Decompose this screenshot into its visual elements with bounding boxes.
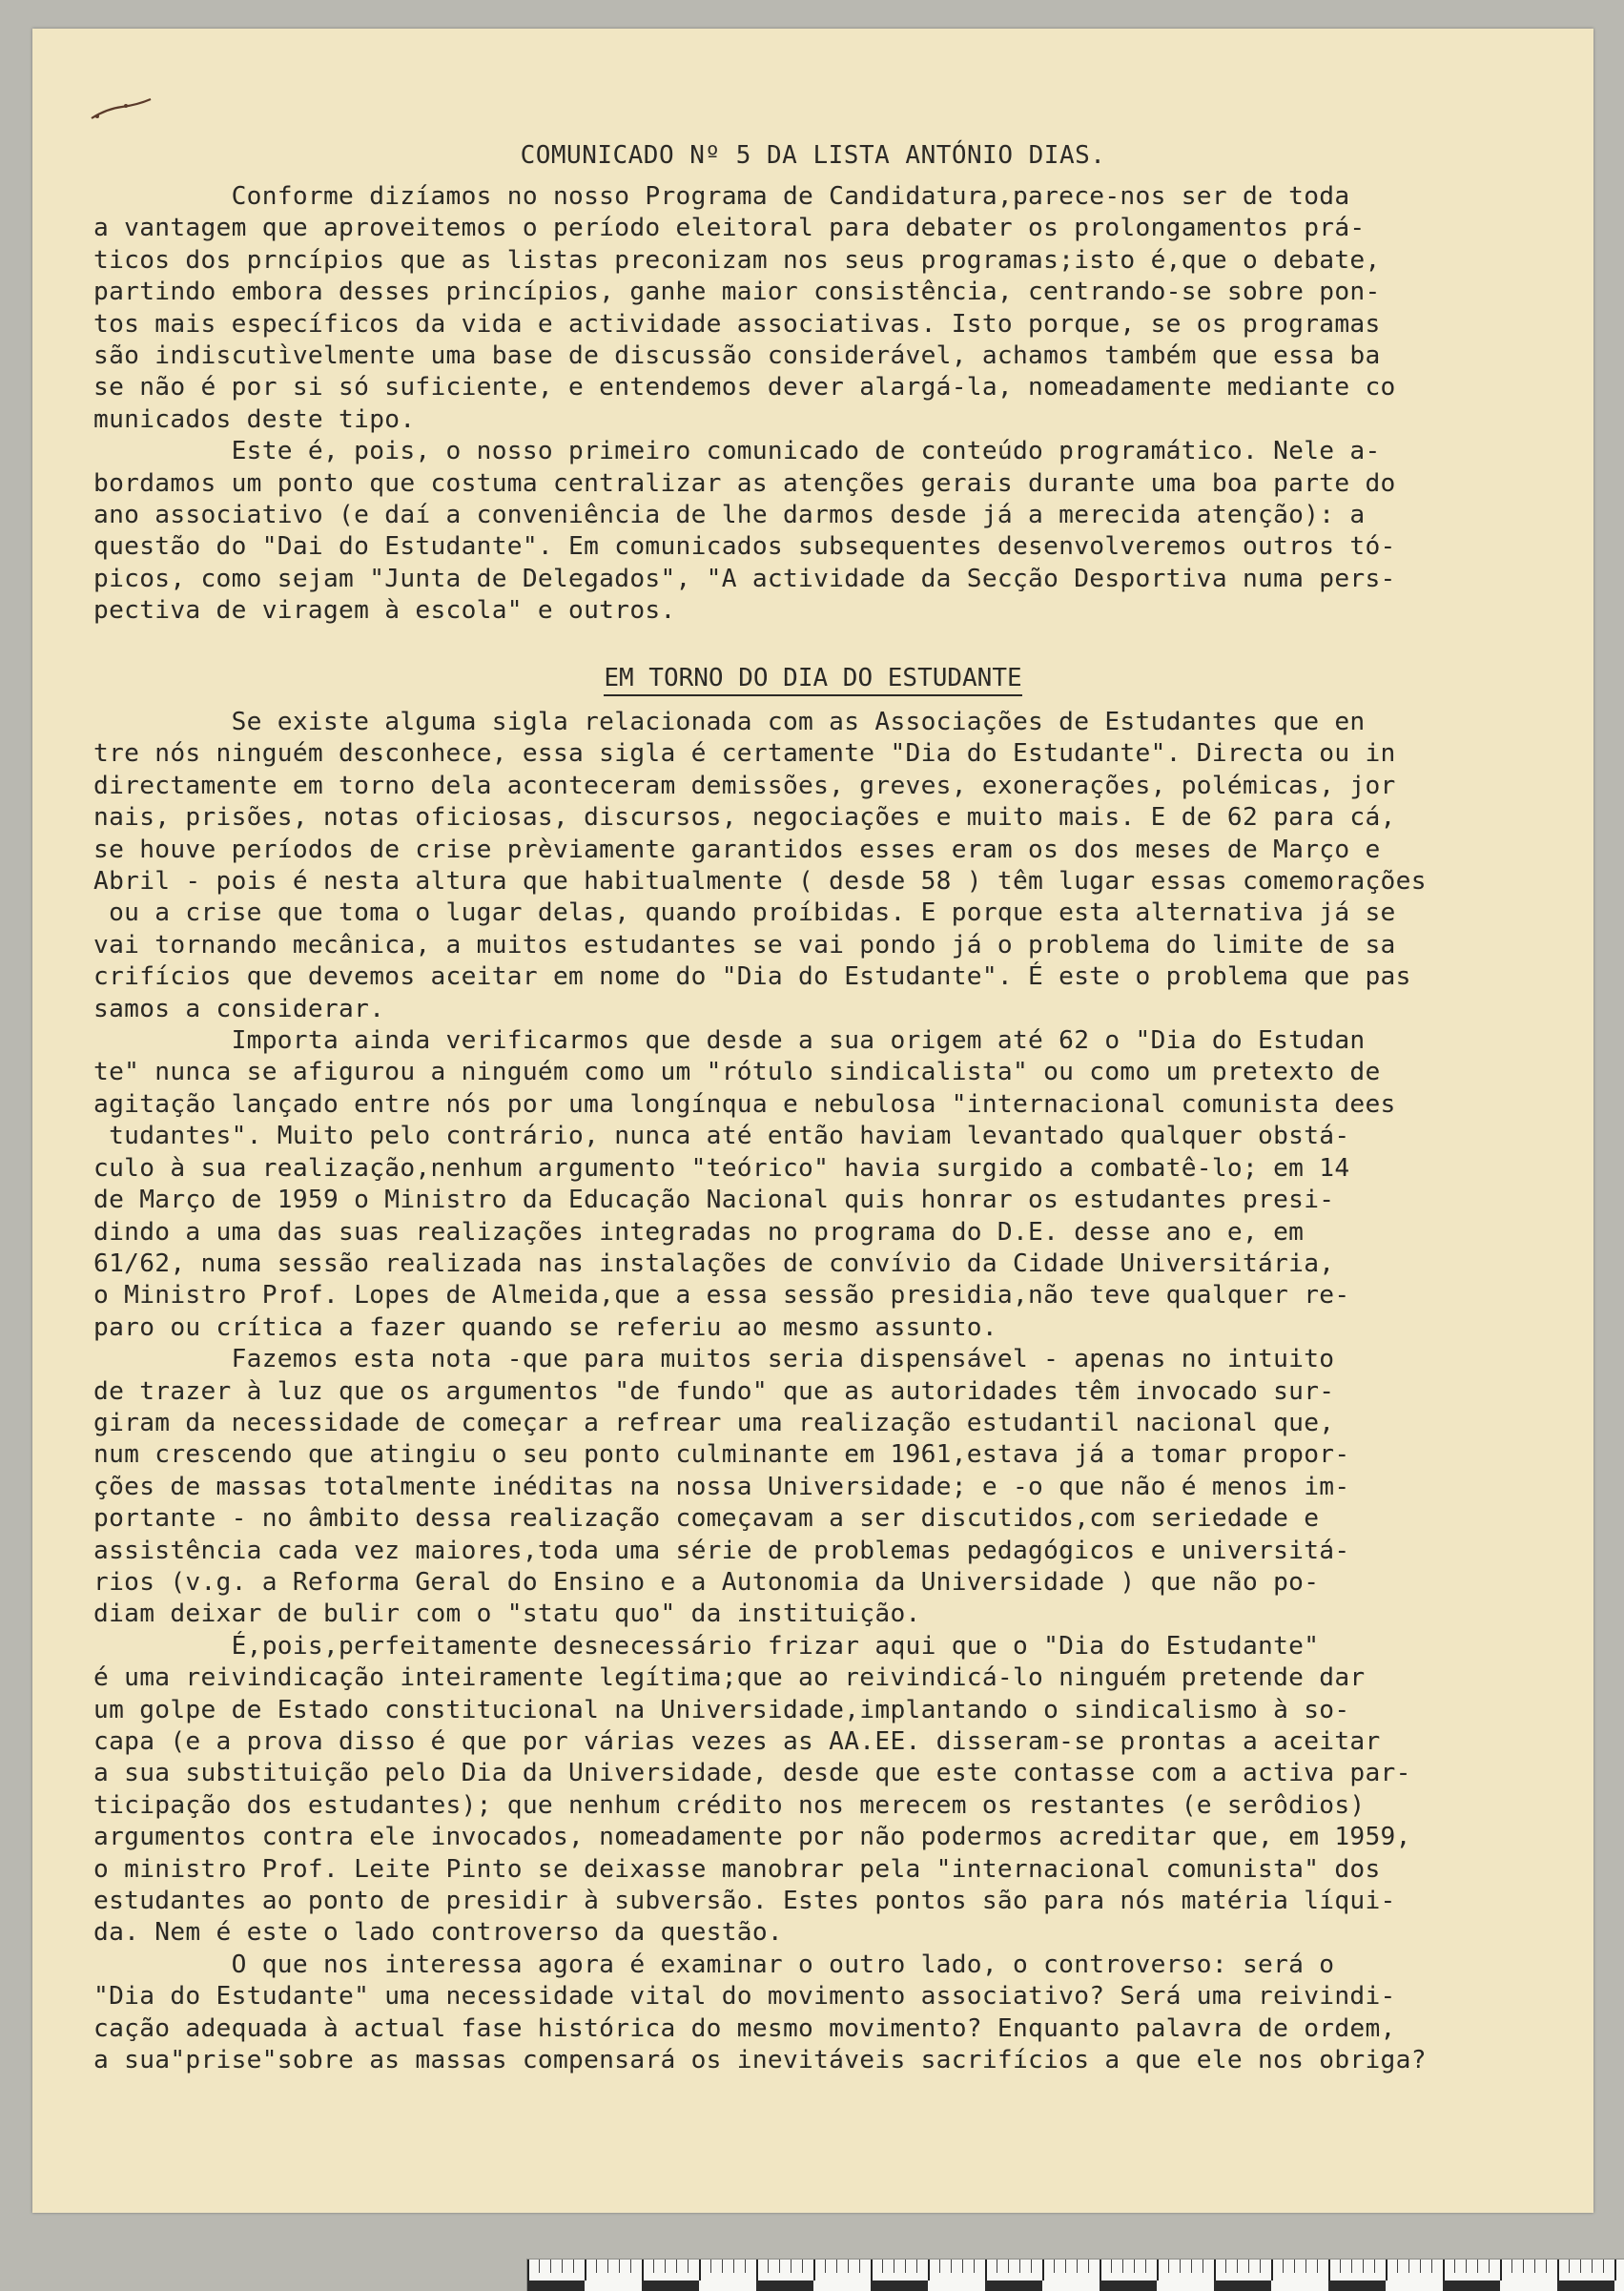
body-paragraphs: Se existe alguma sigla relacionada com as Associações de Estudantes que en tre nós ninguém desconhece, essa sigla é certamente "Dia do Estudante". Directa ou in directamente em torno dela aconteceram demissões, greves, exonerações, polémicas, jor nais, prisões, notas oficiosas, discursos, negociações e muito mais. E de 62 para cá, se houve períodos de crise prèviamente garantidos esses eram os dos meses de Março e Abril - pois é nesta altura que habitualmente ( desde 58 ) têm lugar essas comemorações ou a crise que toma o lugar delas, quando proíbidas. E porque esta alternativa já se vai tornando mecânica, a muitos estudantes se vai pondo já o problema do limite de sa crifícios que devemos aceitar em nome do "Dia do Estudante". É este o problema que pas samos a considerar. Importa ainda verificarmos que desde a sua origem até 62 o "Dia do Estudan te" nunca se afigurou a ninguém como um "rótulo sindicalista" ou como um pretexto de agitação lançado entre nós por uma longínqua e nebulosa "internacional comunista dees tudantes". Muito pelo contrário, nunca até então haviam levantado qualquer obstá- culo à sua realização,nenhum argumento "teórico" havia surgido a combatê-lo; em 14 de Março de 1959 o Ministro da Educação Nacional quis honrar os estudantes presi- dindo a uma das suas realizações integradas no programa do D.E. desse ano e, em 61/62, numa sessão realizada nas instalações de convívio da Cidade Universitária, o Ministro Prof. Lopes de Almeida,que a essa sessão presidia,não teve qualquer re- paro ou crítica a fazer quando se referiu ao mesmo assunto. Fazemos esta nota -que para muitos seria dispensável - apenas no intuito de trazer à luz que os argumentos "de fundo" que as autoridades têm invocado sur- giram da necessidade de começar a refrear uma realização estudantil nacional que, num crescendo que atingiu o seu ponto culminante em 1961,estava já a tomar propor- ções de massas totalmente inéditas na nossa Universidade; e -o que não é menos im- portante - no âmbito dessa realização começavam a ser discutidos,com seriedade e assistência cada vez maiores,toda uma série de problemas pedagógicos e universitá- rios (v.g. a Reforma Geral do Ensino e a Autonomia da Universidade ) que não po- diam deixar de bulir com o "statu quo" da instituição. É,pois,perfeitamente desnecessário frizar aqui que o "Dia do Estudante" é uma reivindicação inteiramente legítima;que ao reivindicá-lo ninguém pretende dar um golpe de Estado constitucional na Universidade,implantando o sindicalismo à so- capa (e a prova disso é que por várias vezes as AA.EE. disseram-se prontas a aceitar a sua substituição pelo Dia da Universidade, desde que este contasse com a activa par- ticipação dos estudantes); que nenhum crédito nos merecem os restantes (e serôdios) argumentos contra ele invocados, nomeadamente por não podermos acreditar que, em 1959, o ministro Prof. Leite Pinto se deixasse manobrar pela "internacional comunista" dos estudantes ao ponto de presidir à subversão. Estes pontos são para nós matéria líqui- da. Nem é este o lado controverso da questão. O que nos interessa agora é examinar o outro lado, o controverso: será o "Dia do Estudante" uma necessidade vital do movimento associativo? Será uma reivindi- cação adequada à actual fase histórica do mesmo movimento? Enquanto palavra de ordem, a sua"prise"sobre as massas compensará os inevitáveis sacrifícios a que ele nos obriga? (93, 708, 1427, 2075)
intro-paragraphs: Conforme dizíamos no nosso Programa de Candidatura,parece-nos ser de toda a vantagem que aproveitemos o período eleitoral para debater os prolongamentos prá- ticos dos prncípios que as listas preconizam nos seus programas;isto é,que o debate, partindo embora desses princípios, ganhe maior consistência, centrando-se sobre pon- tos mais específicos da vida e actividade associativas. Isto porque, se os programas são indiscutìvelmente uma base de discussão considerável, achamos também que essa ba se não é por si só suficiente, e entendemos dever alargá-la, nomeadamente mediante co municados deste tipo. Este é, pois, o nosso primeiro comunicado de conteúdo programático. Nele a- bordamos um ponto que costuma centralizar as atenções gerais durante uma boa parte do ano associativo (e daí a conveniência de lhe darmos desde já a merecida atenção): a questão do "Dai do Estudante". Em comunicados subsequentes desenvolveremos outros tó- picos, como sejam "Junta de Delegados", "A actividade da Secção Desportiva numa pers- pectiva de viragem à escola" e outros. (93, 182, 1396, 626)
pen-stroke-mark (88, 95, 154, 124)
section-heading-text: EM TORNO DO DIA DO ESTUDANTE (604, 664, 1021, 696)
scale-ruler (526, 2259, 1624, 2291)
ruler-major-ticks (527, 2260, 1624, 2281)
document-title: COMUNICADO Nº 5 DA LISTA ANTÓNIO DIAS. (520, 141, 1106, 170)
section-heading (32, 664, 1593, 692)
ruler-scale-bar (527, 2281, 1624, 2291)
document-page (32, 29, 1593, 2213)
